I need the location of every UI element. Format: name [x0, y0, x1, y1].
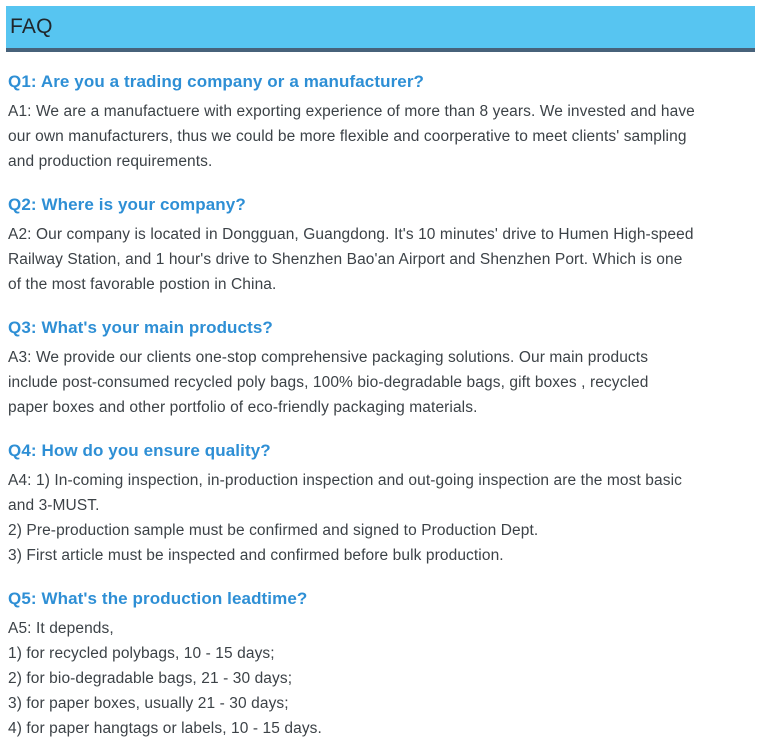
faq-header [6, 6, 755, 52]
faq-answer-line: paper boxes and other portfolio of eco-friendly packaging materials. [8, 399, 478, 416]
faq-item [8, 440, 755, 568]
faq-answer-line: and production requirements. [8, 153, 213, 170]
faq-question-4: Q4: How do you ensure quality? [8, 441, 271, 460]
page-title: FAQ [10, 15, 53, 38]
faq-answer-2 [8, 222, 755, 297]
faq-answer-line: 4) for paper hangtags or labels, 10 - 15 days. [8, 720, 322, 737]
faq-answer-line: 2) for bio-degradable bags, 21 - 30 days; [8, 670, 293, 687]
faq-answer-3 [8, 345, 755, 420]
faq-question-5: Q5: What's the production leadtime? [8, 589, 308, 608]
faq-question-2: Q2: Where is your company? [8, 195, 246, 214]
faq-answer-5 [8, 616, 755, 741]
faq-answer-line: our own manufacturers, thus we could be more flexible and coorperative to meet clients' sampling [8, 128, 687, 145]
faq-content [0, 52, 765, 741]
faq-answer-line: A4: 1) In-coming inspection, in-production inspection and out-going inspection are the most basic [8, 472, 682, 489]
faq-answer-line: A5: It depends, [8, 620, 114, 637]
faq-item [8, 317, 755, 420]
faq-answer-line: A2: Our company is located in Dongguan, Guangdong. It's 10 minutes' drive to Humen High-speed [8, 226, 694, 243]
faq-answer-line: A1: We are a manufactuere with exporting experience of more than 8 years. We invested and have [8, 103, 695, 120]
faq-answer-line: 2) Pre-production sample must be confirmed and signed to Production Dept. [8, 522, 539, 539]
faq-question-1: Q1: Are you a trading company or a manufacturer? [8, 72, 425, 91]
faq-answer-4 [8, 468, 755, 568]
faq-answer-line: 1) for recycled polybags, 10 - 15 days; [8, 645, 275, 662]
faq-item [8, 194, 755, 297]
faq-answer-1 [8, 99, 755, 174]
faq-question-3: Q3: What's your main products? [8, 318, 273, 337]
faq-answer-line: include post-consumed recycled poly bags, 100% bio-degradable bags, gift boxes , recycled [8, 374, 649, 391]
faq-answer-line: of the most favorable postion in China. [8, 276, 277, 293]
faq-answer-line: Railway Station, and 1 hour's drive to Shenzhen Bao'an Airport and Shenzhen Port. Which is one [8, 251, 683, 268]
faq-answer-line: and 3-MUST. [8, 497, 100, 514]
faq-list [8, 71, 755, 741]
faq-answer-line: 3) for paper boxes, usually 21 - 30 days; [8, 695, 289, 712]
faq-item [8, 71, 755, 174]
faq-answer-line: A3: We provide our clients one-stop comprehensive packaging solutions. Our main products [8, 349, 649, 366]
faq-item [8, 588, 755, 741]
faq-answer-line: 3) First article must be inspected and confirmed before bulk production. [8, 547, 504, 564]
